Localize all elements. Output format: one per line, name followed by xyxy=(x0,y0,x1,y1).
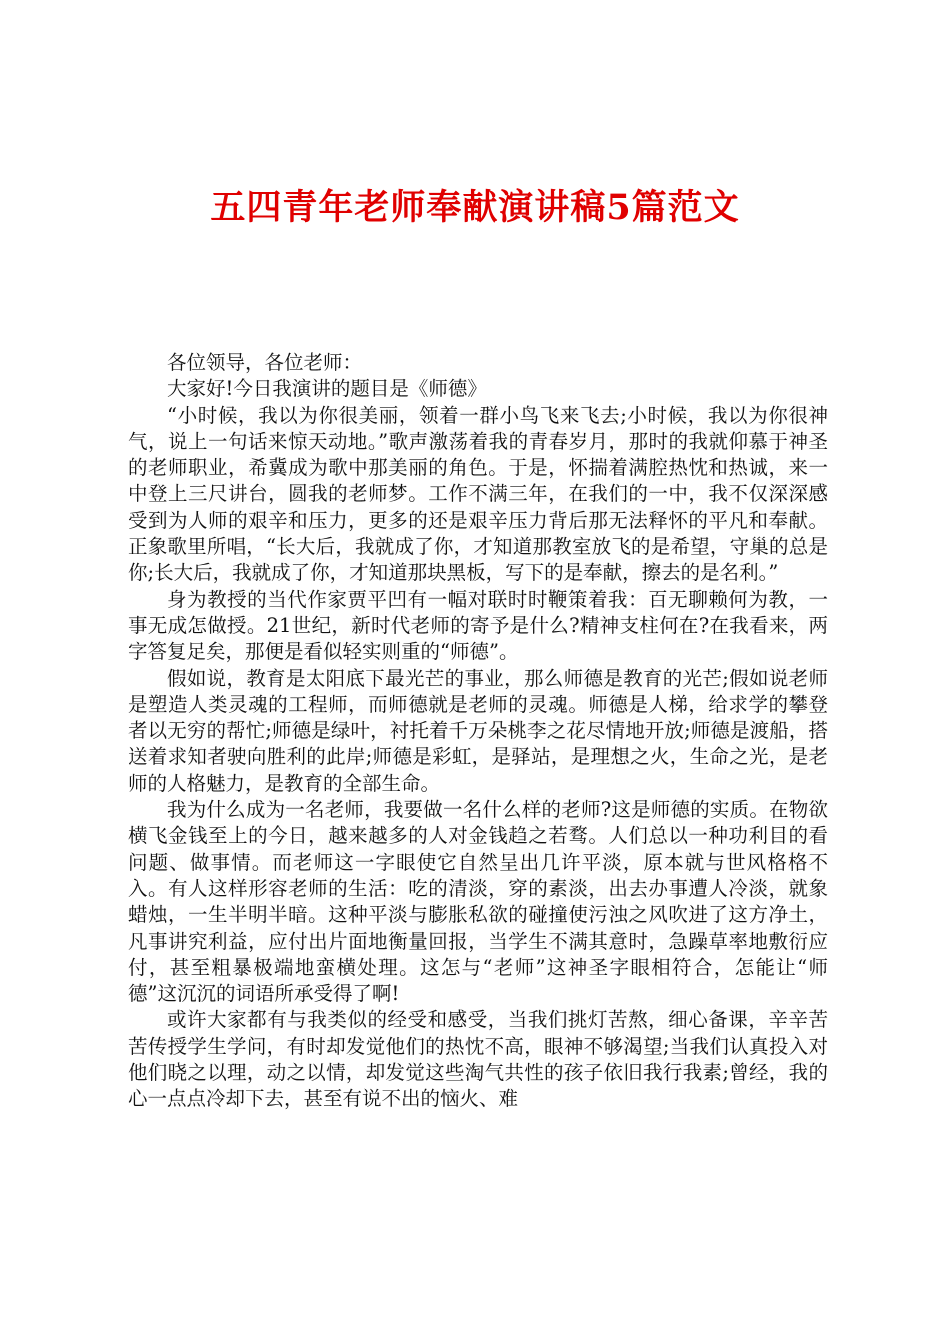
document-body xyxy=(128,350,828,1113)
document-title: 五四青年老师奉献演讲稿5篇范文 xyxy=(210,187,740,228)
greeting-paragraph: 大家好!今日我演讲的题目是《师德》 xyxy=(167,377,487,401)
body-paragraph: “小时候，我以为你很美丽，领着一群小鸟飞来飞去;小时候，我以为你很神气，说上一句话来惊天动地。”歌声激荡着我的青春岁月，那时的我就仰慕于神圣的老师职业，希冀成为歌中那美丽的角色。于是，怀揣着满腔热忱和热诚，来一中登上三尺讲台，圆我的老师梦。工作不满三年，在我们的一中，我不仅深深感受到为人师的艰辛和压力，更多的还是艰辛压力背后那无法释怀的平凡和奉献。正象歌里所唱，“长大后，我就成了你，才知道那教室放飞的是希望，守巢的总是你;长大后，我就成了你，才知道那块黑板，写下的是奉献，擦去的是名利。” xyxy=(128,403,828,585)
body-paragraph: 或许大家都有与我类似的经受和感受，当我们挑灯苦熬，细心备课，辛辛苦苦传授学生学问，有时却发觉他们的热忱不高，眼神不够渴望;当我们认真投入对他们晓之以理，动之以情，却发觉这些淘气共性的孩子依旧我行我素;曾经，我的心一点点冷却下去，甚至有说不出的恼火、难 xyxy=(128,1008,828,1111)
body-paragraph: 身为教授的当代作家贾平凹有一幅对联时时鞭策着我：百无聊赖何为教，一事无成怎做授。21世纪，新时代老师的寄予是什么?精神支柱何在?在我看来，两字答复足矣，那便是看似轻实则重的“师德”。 xyxy=(128,587,828,664)
body-paragraph: 假如说，教育是太阳底下最光芒的事业，那么师德是教育的光芒;假如说老师是塑造人类灵魂的工程师，而师德就是老师的灵魂。师德是人梯，给求学的攀登者以无穷的帮忙;师德是绿叶，衬托着千万朵桃李之花尽情地开放;师德是渡船，搭送着求知者驶向胜利的此岸;师德是彩虹，是驿站，是理想之火，生命之光，是老师的人格魅力，是教育的全部生命。 xyxy=(128,666,828,795)
body-paragraph: 我为什么成为一名老师，我要做一名什么样的老师?这是师德的实质。在物欲横飞金钱至上的今日，越来越多的人对金钱趋之若骛。人们总以一种功利目的看问题、做事情。而老师这一字眼使它自然呈出几许平淡，原本就与世风格格不入。有人这样形容老师的生活：吃的清淡，穿的素淡，出去办事遭人冷淡，就象蜡烛，一生半明半暗。这种平淡与膨胀私欲的碰撞使污浊之风吹进了这方净土，凡事讲究利益，应付出片面地衡量回报，当学生不满其意时，急躁草率地敷衍应付，甚至粗暴极端地蛮横处理。这怎与“老师”这神圣字眼相符合，怎能让“师德”这沉沉的词语所承受得了啊! xyxy=(128,798,828,1006)
salutation-paragraph: 各位领导，各位老师： xyxy=(167,351,363,374)
